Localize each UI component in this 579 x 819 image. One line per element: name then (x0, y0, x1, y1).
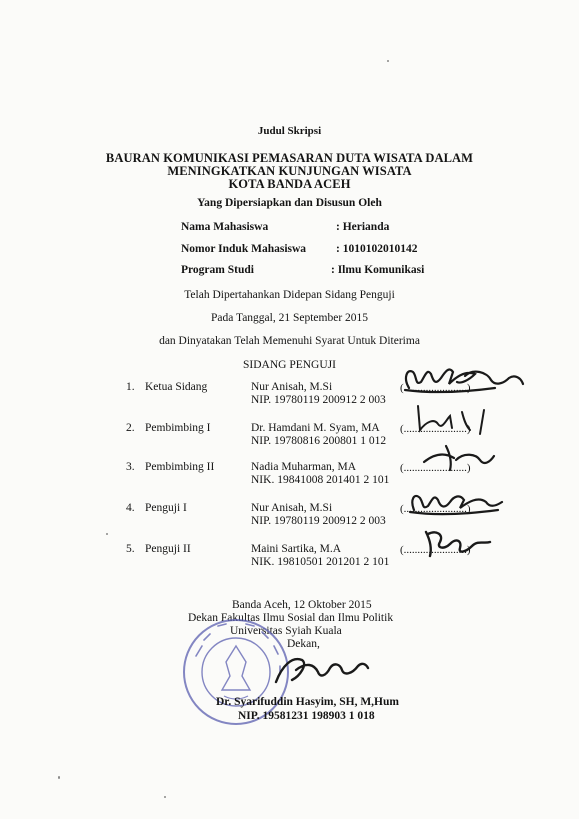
examiner-name: Nur Anisah, M.Si (251, 502, 333, 514)
examiner-number: 1. (126, 381, 135, 393)
title-line-2: MENINGKATKAN KUNJUNGAN WISATA (167, 164, 412, 178)
examiner-number: 3. (126, 461, 135, 473)
examiner-role: Ketua Sidang (145, 381, 208, 393)
signature-pembimbing-2 (410, 440, 500, 474)
defended-line: Telah Dipertahankan Didepan Sidang Penguji (184, 289, 395, 301)
examiner-id: NIP. 19780816 200801 1 012 (251, 435, 387, 447)
signature-line: (.......................) (400, 462, 471, 474)
scan-speck (58, 776, 60, 779)
student-nim-value: : 1010102010142 (336, 243, 418, 255)
approval-role: Dekan, (287, 638, 320, 650)
signature-pembimbing-1 (400, 400, 500, 440)
prepared-by: Yang Dipersiapkan dan Disusun Oleh (197, 197, 382, 209)
scan-speck (106, 533, 108, 535)
examiner-id: NIK. 19810501 201201 2 101 (251, 556, 390, 568)
signature-line: (.......................) (400, 544, 471, 556)
signature-penguji-2 (410, 522, 500, 562)
student-program-value: : Ilmu Komunikasi (331, 264, 425, 276)
signature-dean (262, 646, 372, 696)
examiner-number: 4. (126, 502, 135, 514)
dean-nip: NIP. 19581231 198903 1 018 (238, 710, 375, 722)
examiner-role: Penguji II (145, 543, 191, 555)
examiner-number: 5. (126, 543, 135, 555)
approval-university: Universitas Syiah Kuala (230, 625, 342, 637)
examiner-role: Pembimbing I (145, 422, 211, 434)
examiner-name: Dr. Hamdani M. Syam, MA (251, 422, 380, 434)
examiner-role: Pembimbing II (145, 461, 215, 473)
approval-place-date: Banda Aceh, 12 Oktober 2015 (232, 599, 372, 611)
examiner-name: Nur Anisah, M.Si (251, 381, 333, 393)
scan-speck (387, 60, 389, 62)
examiner-name: Nadia Muharman, MA (251, 461, 357, 473)
title-line-1: BAURAN KOMUNIKASI PEMASARAN DUTA WISATA DALAM (105, 151, 474, 165)
date-line: Pada Tanggal, 21 September 2015 (210, 312, 369, 324)
scan-speck (164, 796, 166, 798)
examiner-name: Maini Sartika, M.A (251, 543, 342, 555)
examiner-role: Penguji I (145, 502, 187, 514)
dean-name: Dr. Syarifuddin Hasyim, SH, M,Hum (216, 696, 399, 708)
examiner-number: 2. (126, 422, 135, 434)
examiner-id: NIK. 19841008 201401 2 101 (251, 474, 390, 486)
signature-line: (.......................) (400, 503, 471, 515)
signature-line: (.......................) (400, 382, 471, 394)
committee-heading: SIDANG PENGUJI (243, 359, 336, 371)
accepted-line: dan Dinyatakan Telah Memenuhi Syarat Untuk Diterima (159, 335, 420, 347)
signature-line: (.......................) (400, 423, 471, 435)
approval-dean-line: Dekan Fakultas Ilmu Sosial dan Ilmu Politik (188, 612, 394, 624)
student-program-label: Program Studi (181, 264, 254, 276)
examiner-id: NIP. 19780119 200912 2 003 (251, 394, 386, 406)
examiner-id: NIP. 19780119 200912 2 003 (251, 515, 386, 527)
student-name-label: Nama Mahasiswa (181, 221, 269, 233)
title-line-3: KOTA BANDA ACEH (228, 177, 351, 191)
signature-ketua-sidang (395, 358, 525, 398)
student-nim-label: Nomor Induk Mahasiswa (181, 243, 307, 255)
document-heading: Judul Skripsi (257, 125, 322, 137)
signature-penguji-1 (398, 484, 508, 518)
student-name-value: : Herianda (336, 221, 390, 233)
